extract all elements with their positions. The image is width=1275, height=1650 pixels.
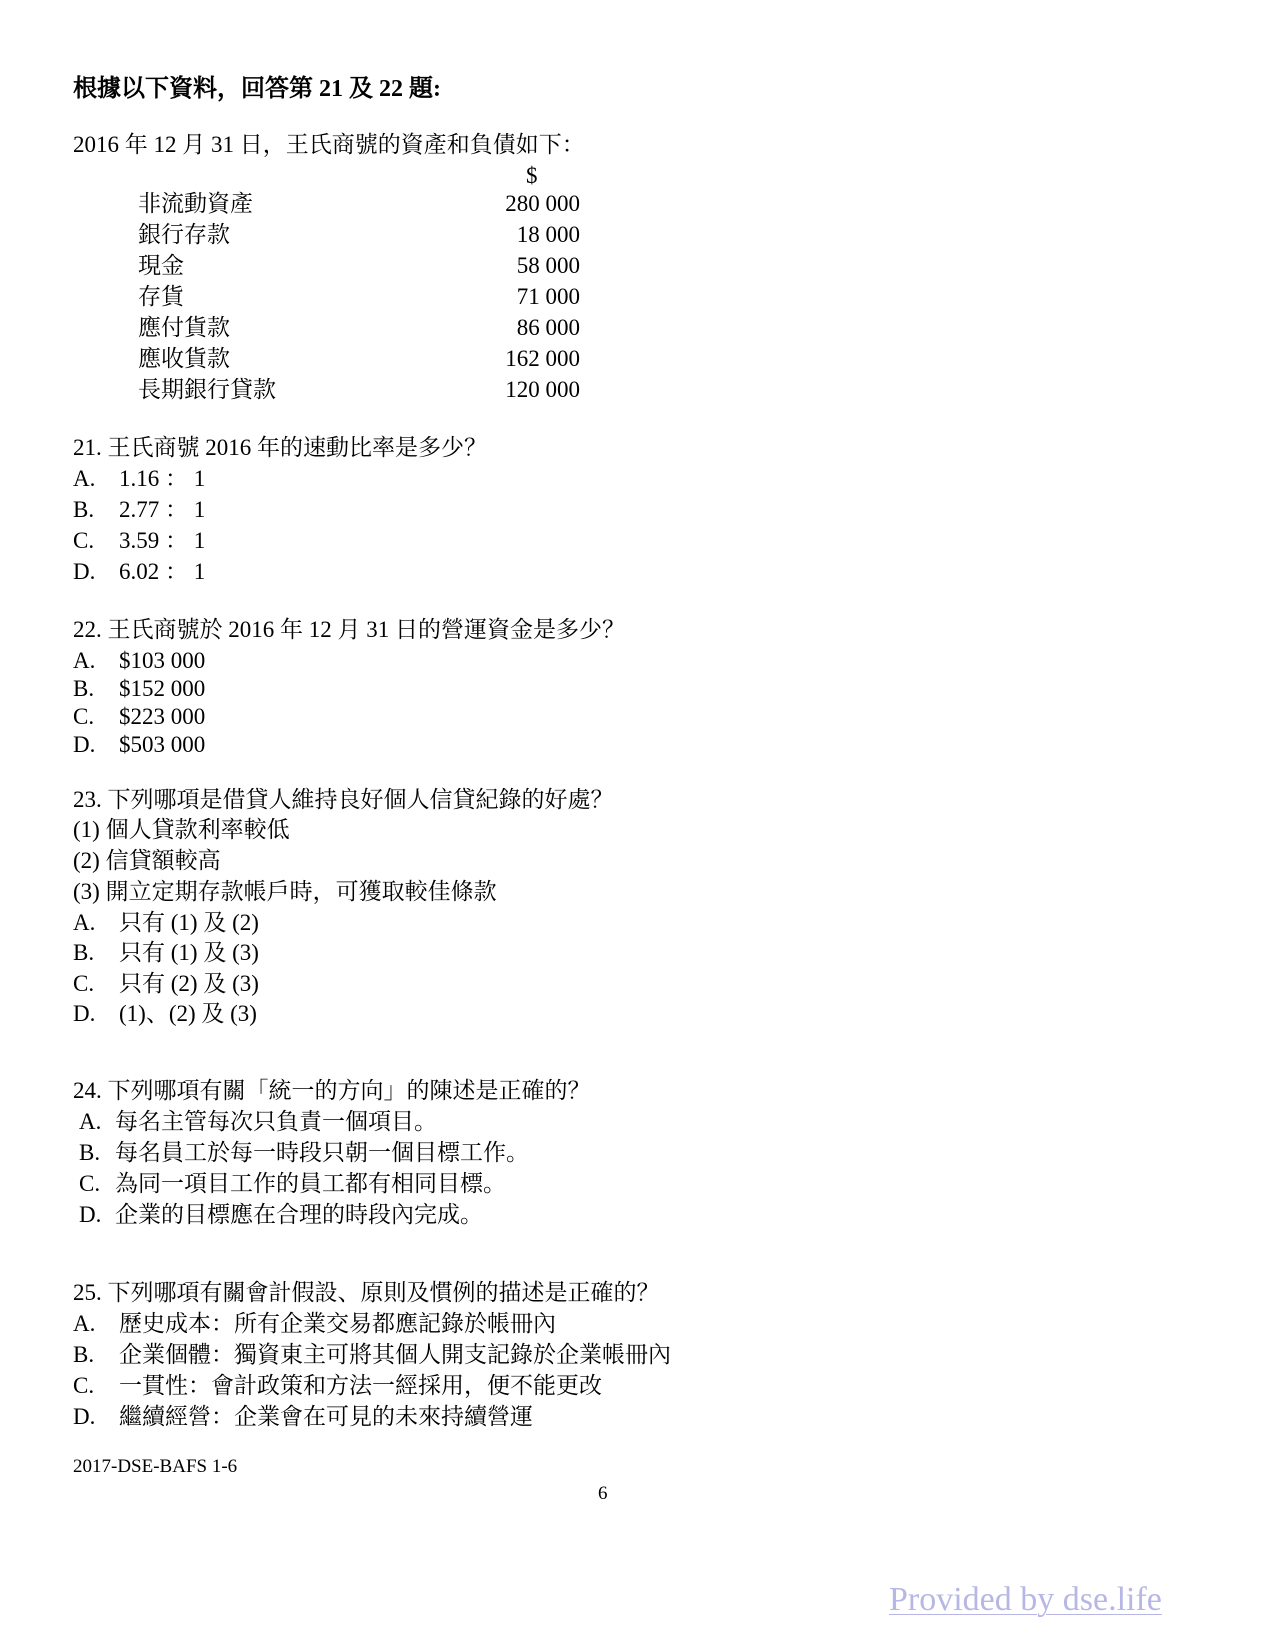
option-label: C. [73, 1373, 95, 1398]
balance-item: 銀行存款 [138, 222, 230, 247]
option-label: B. [73, 676, 95, 701]
option-label: C. [73, 528, 95, 553]
watermark-link[interactable]: Provided by dse.life [889, 1581, 1162, 1618]
option-text: 每名員工於每一時段只朝一個目標工作。 [115, 1140, 529, 1165]
option-label: D. [73, 559, 96, 584]
option-label: A. [73, 466, 96, 491]
balance-amount: 18 000 [516, 222, 580, 247]
option-label: C. [73, 704, 95, 729]
option-text: $152 000 [119, 676, 206, 701]
option-label: B. [73, 1342, 95, 1367]
option-text: 1.16 ： 1 [119, 466, 206, 491]
balance-amount: 162 000 [505, 346, 580, 371]
option-label: B. [73, 497, 95, 522]
option-text: 歷史成本：所有企業交易都應記錄於帳冊內 [119, 1311, 556, 1336]
question-stem: 25. 下列哪項有關會計假設、原則及慣例的描述是正確的？ [73, 1280, 660, 1305]
paper-code: 2017-DSE-BAFS 1-6 [73, 1456, 238, 1477]
balance-amount: 120 000 [505, 377, 580, 402]
question-stem: 23. 下列哪項是借貸人維持良好個人信貸紀錄的好處？ [73, 787, 614, 812]
option-label: D. [73, 1001, 96, 1026]
option-label: C. [79, 1171, 101, 1196]
option-label: A. [73, 1311, 96, 1336]
option-text: 繼續經營：企業會在可見的未來持續營運 [119, 1404, 533, 1429]
statement: (3) 開立定期存款帳戶時，可獲取較佳條款 [73, 879, 497, 904]
option-label: B. [79, 1140, 101, 1165]
balance-amount: 71 000 [516, 284, 580, 309]
balance-item: 長期銀行貸款 [138, 377, 276, 402]
option-label: A. [73, 648, 96, 673]
option-text: $223 000 [119, 704, 206, 729]
statement: (2) 信貸額較高 [73, 848, 221, 873]
currency-header: $ [526, 163, 538, 188]
option-text: 企業個體：獨資東主可將其個人開支記錄於企業帳冊內 [119, 1342, 671, 1367]
data-intro: 2016 年 12 月 31 日，王氏商號的資產和負債如下： [73, 132, 585, 157]
option-text: 每名主管每次只負責一個項目。 [115, 1109, 437, 1134]
page-number: 6 [598, 1483, 608, 1504]
option-label: A. [73, 910, 96, 935]
balance-amount: 58 000 [516, 253, 580, 278]
statement: (1) 個人貸款利率較低 [73, 817, 290, 842]
option-text: 6.02 ： 1 [119, 559, 206, 584]
option-text: 為同一項目工作的員工都有相同目標。 [115, 1171, 506, 1196]
question-stem: 22. 王氏商號於 2016 年 12 月 31 日的營運資金是多少？ [73, 617, 625, 642]
option-text: $103 000 [119, 648, 206, 673]
option-text: 只有 (1) 及 (2) [119, 910, 259, 935]
option-label: D. [79, 1202, 102, 1227]
balance-item: 存貨 [138, 284, 184, 309]
balance-item: 應付貨款 [138, 315, 230, 340]
option-label: D. [73, 1404, 96, 1429]
balance-amount: 280 000 [505, 191, 580, 216]
option-label: A. [79, 1109, 102, 1134]
option-text: 只有 (1) 及 (3) [119, 940, 259, 965]
section-heading: 根據以下資料，回答第 21 及 22 題: [73, 76, 441, 102]
option-label: D. [73, 732, 96, 757]
option-label: B. [73, 940, 95, 965]
option-text: 只有 (2) 及 (3) [119, 971, 259, 996]
option-text: 企業的目標應在合理的時段內完成。 [115, 1202, 483, 1227]
balance-item: 非流動資產 [138, 191, 253, 216]
option-text: 3.59 ： 1 [119, 528, 206, 553]
question-stem: 24. 下列哪項有關「統一的方向」的陳述是正確的？ [73, 1078, 591, 1103]
option-text: 一貫性：會計政策和方法一經採用，便不能更改 [119, 1373, 602, 1398]
balance-amount: 86 000 [516, 315, 580, 340]
option-text: 2.77 ： 1 [119, 497, 206, 522]
balance-item: 現金 [138, 253, 184, 278]
option-label: C. [73, 971, 95, 996]
option-text: (1)、(2) 及 (3) [119, 1001, 257, 1026]
balance-item: 應收貨款 [138, 346, 230, 371]
question-stem: 21. 王氏商號 2016 年的速動比率是多少？ [73, 435, 487, 460]
option-text: $503 000 [119, 732, 206, 757]
